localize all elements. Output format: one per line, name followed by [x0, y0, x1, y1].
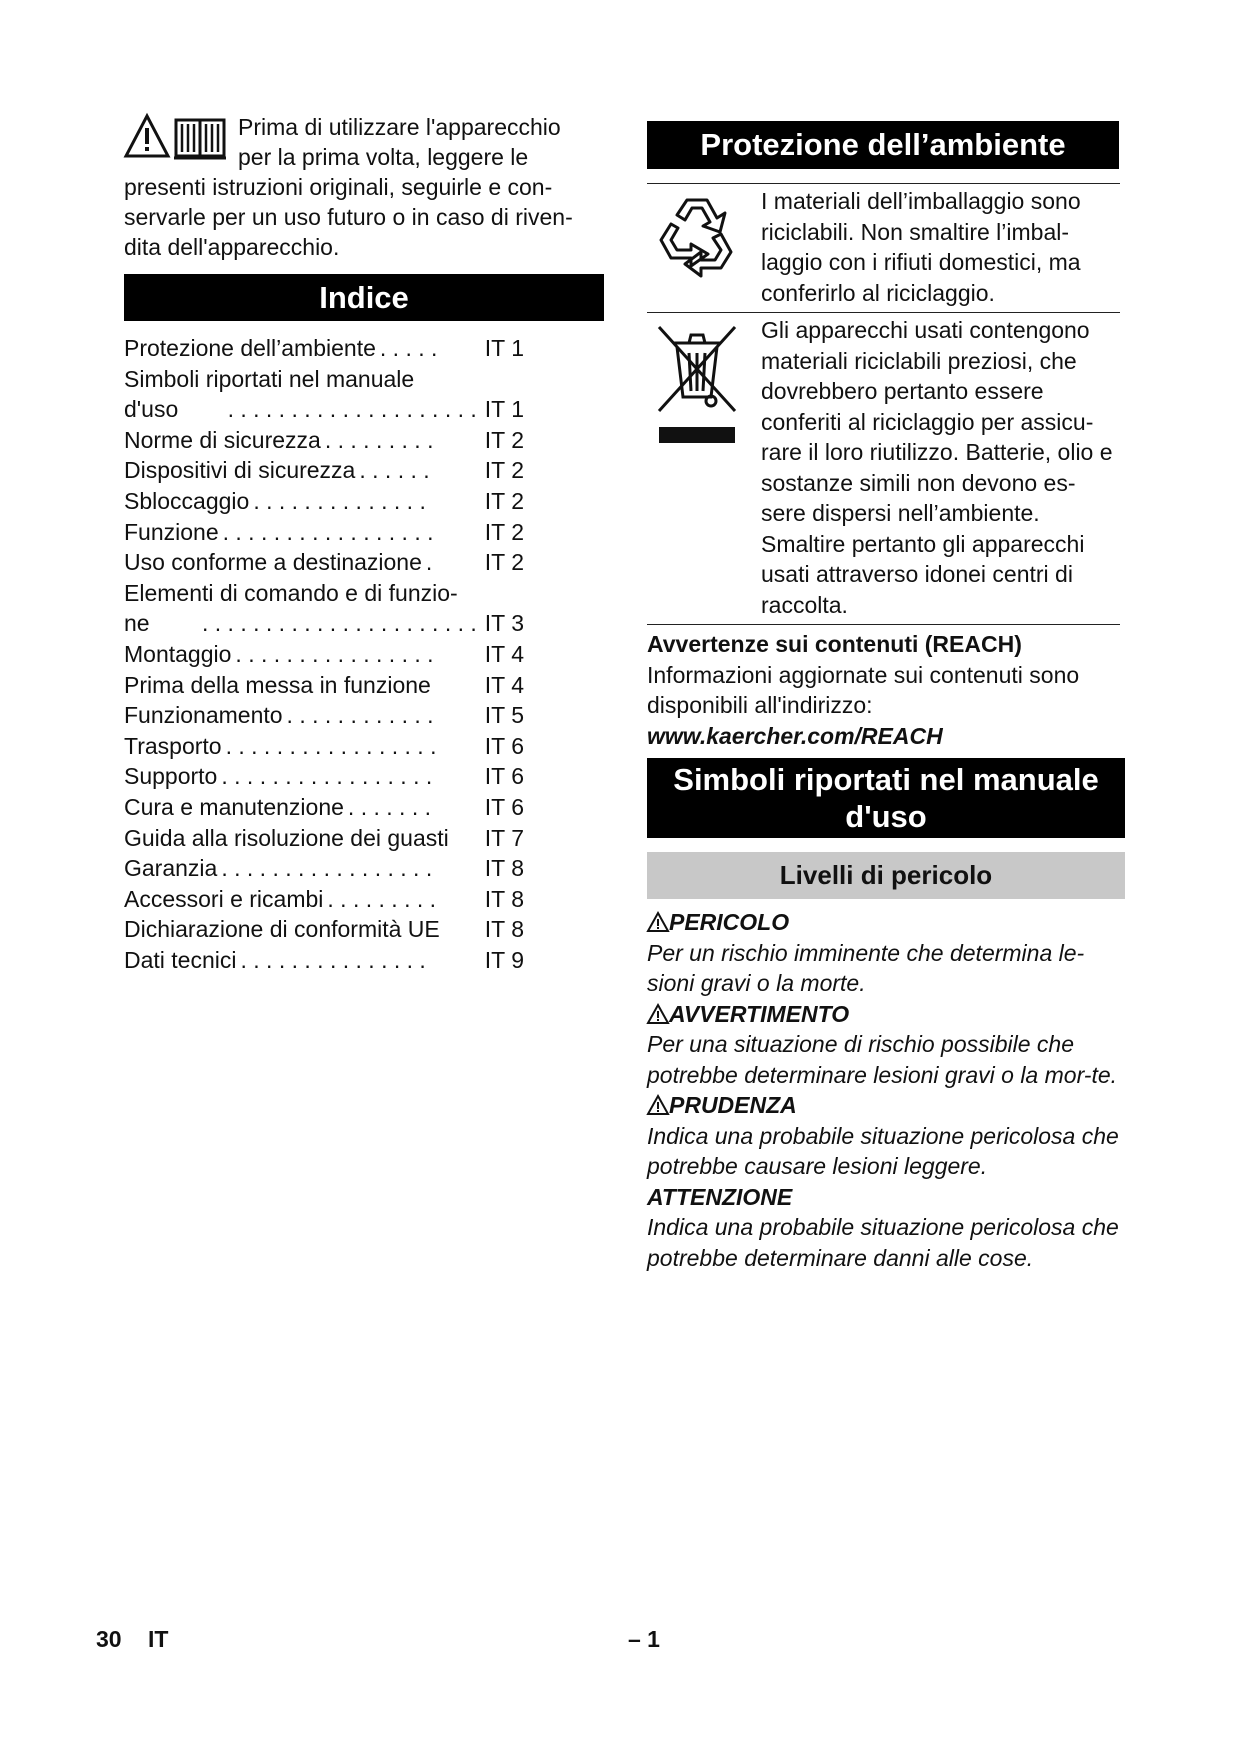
danger-level-label	[647, 1090, 1125, 1121]
reach-section	[647, 629, 1125, 751]
packaging-row	[647, 183, 1120, 308]
toc-entry-dots: . . . . . . . . . . . . . . . . .	[222, 518, 434, 545]
environment-title: Protezione dell’ambiente	[647, 121, 1119, 169]
toc-entry-dots: . . . . . . . . .	[327, 885, 437, 912]
toc-entry-dots: . . . . . .	[359, 457, 430, 484]
divider	[647, 624, 1120, 625]
danger-level-text: Per una situazione di rischio possibile che potrebbe determinare lesioni gravi o la mor-te.	[647, 1031, 1118, 1088]
toc-entry-title: Accessori e ricambi	[124, 885, 324, 912]
toc-entry-title-line1: Simboli riportati nel manuale	[124, 365, 415, 392]
warning-icon	[126, 116, 168, 156]
toc-entry-dots: . . . . . . . . .	[324, 426, 434, 453]
toc-entry-page: IT 8	[484, 855, 524, 882]
danger-level-label	[647, 907, 1125, 938]
toc-entry-dots: . . . . . . . . . . . . . . . .	[235, 640, 434, 667]
toc-entry-page: IT 4	[484, 640, 524, 667]
danger-levels-title: Livelli di pericolo	[647, 852, 1125, 899]
appliances-text: Gli apparecchi usati contengono materiali riciclabili preziosi, che dovrebbero pertanto essere conferiti al riciclaggio per assicu-rare il loro riutilizzo. Batterie, olio e sostanze simili non devono es-sere dispersi nell’ambiente. Smaltire pertanto gli apparecchi usati attraverso idonei centri di raccolta.	[761, 317, 1113, 618]
danger-level-name: ATTENZIONE	[647, 1183, 793, 1210]
toc-entry-title: d'uso	[124, 396, 179, 423]
danger-level-text: Indica una probabile situazione pericolosa che potrebbe causare lesioni leggere.	[647, 1122, 1119, 1179]
toc-entry	[124, 547, 524, 578]
danger-level-label	[647, 999, 1125, 1030]
recycling-icon	[647, 186, 761, 308]
danger-level-text: Indica una probabile situazione pericolosa che potrebbe determinare danni alle cose.	[647, 1214, 1119, 1271]
intro-line-1: Prima di utilizzare l'apparecchio	[238, 114, 561, 140]
appliances-row	[647, 312, 1120, 620]
toc-entry	[124, 823, 524, 854]
danger-level-name: PRUDENZA	[669, 1092, 797, 1118]
manual-book-icon	[174, 120, 226, 158]
toc-entry-dots: . . . . . . .	[347, 793, 431, 820]
toc-entry	[124, 761, 524, 792]
toc-entry-dots: . . . . . . . . . . . . . . . . . . . .	[227, 396, 477, 423]
toc-entry-title: Funzione	[124, 518, 219, 545]
toc-entry-page: IT 2	[484, 426, 524, 453]
toc-entry	[124, 333, 524, 364]
toc-entry-dots: . . . . .	[379, 335, 438, 361]
intro-rest: presenti istruzioni originali, seguirle e con-servarle per un uso futuro o in caso di riven-dita dell'apparecchio.	[124, 174, 573, 260]
toc-entry-dots	[449, 823, 477, 854]
toc-entry-title: Funzionamento	[124, 702, 283, 729]
toc-entry	[124, 425, 524, 456]
toc-entry-dots: . . . . . . . . . . . . . . . . .	[221, 855, 433, 882]
intro-line-2: per la prima volta, leggere le	[238, 144, 529, 170]
toc-entry-page: IT 6	[484, 732, 524, 759]
danger-level-name: PERICOLO	[669, 909, 790, 935]
toc-entry-title: Norme di sicurezza	[124, 426, 321, 453]
intro-icons	[124, 112, 232, 170]
toc-entry-dots: . . . . . . . . . . . . . . . . .	[221, 763, 433, 790]
toc-entry	[124, 792, 524, 823]
toc-entry-title: Montaggio	[124, 640, 232, 667]
toc-entry-dots: . . . . . . . . . . . . . . . . . . . . . .	[202, 610, 477, 637]
toc-entry	[124, 914, 524, 945]
footer-language: IT	[148, 1626, 169, 1652]
toc-entry-page: IT 6	[484, 763, 524, 790]
toc-entry-page: IT 9	[484, 946, 524, 973]
packaging-text: I materiali dell’imballaggio sono riciclabili. Non smaltire l’imbal-laggio con i rifiuti domestici, ma conferirlo al riciclaggio.	[761, 188, 1081, 306]
toc-entry-page: IT 2	[484, 457, 524, 484]
toc-entry	[124, 945, 524, 976]
toc-entry-page: IT 2	[484, 549, 524, 576]
toc-entry-title: Trasporto	[124, 732, 222, 759]
toc-entry-dots	[431, 670, 477, 701]
toc-entry-title: Dispositivi di sicurezza	[124, 457, 356, 484]
toc-entry-title: Dati tecnici	[124, 946, 237, 973]
danger-levels	[647, 907, 1125, 1273]
symbols-title: Simboli riportati nel manuale d'uso	[647, 758, 1125, 838]
toc-entry	[124, 364, 524, 425]
toc-entry	[124, 578, 524, 639]
toc-entry-title: Prima della messa in funzione	[124, 671, 431, 698]
right-column	[647, 121, 1125, 1273]
left-column	[124, 112, 604, 975]
danger-level-text: Per un rischio imminente che determina le-sioni gravi o la morte.	[647, 939, 1085, 996]
toc-entry-page: IT 6	[484, 793, 524, 820]
toc-entry-dots: . . . . . . . . . . . . . . .	[240, 946, 426, 973]
toc-entry-page: IT 8	[484, 916, 524, 943]
table-of-contents	[124, 333, 604, 975]
warning-icon	[647, 1004, 669, 1024]
toc-entry-page: IT 8	[484, 885, 524, 912]
toc-entry	[124, 884, 524, 915]
intro-notice	[124, 112, 604, 262]
toc-entry-dots: . . . . . . . . . . . . . . . . .	[225, 732, 437, 759]
toc-entry-dots: . . . . . . . . . . . . . .	[253, 487, 426, 514]
toc-entry-title: Dichiarazione di conformità UE	[124, 916, 440, 943]
toc-entry	[124, 517, 524, 548]
toc-entry-title: Sbloccaggio	[124, 487, 250, 514]
toc-entry-title: Supporto	[124, 763, 218, 790]
toc-entry-title: Uso conforme a destinazione	[124, 549, 422, 576]
warning-icon	[647, 1095, 669, 1115]
reach-heading: Avvertenze sui contenuti (REACH)	[647, 631, 1022, 657]
danger-level-label	[647, 1182, 1125, 1213]
toc-entry-dots: .	[425, 549, 433, 576]
toc-entry	[124, 455, 524, 486]
toc-entry-page: IT 3	[484, 610, 524, 637]
toc-entry-page: IT 2	[484, 487, 524, 514]
toc-entry	[124, 670, 524, 701]
toc-entry-page: IT 4	[484, 671, 524, 698]
crossed-out-bin-icon	[647, 315, 761, 620]
toc-entry	[124, 731, 524, 762]
footer-section-page: – 1	[628, 1626, 660, 1652]
footer-page-number: 30	[96, 1626, 122, 1652]
danger-level-name: AVVERTIMENTO	[669, 1000, 850, 1027]
reach-link[interactable]: www.kaercher.com/REACH	[647, 722, 943, 749]
toc-entry-dots: . . . . . . . . . . . .	[286, 702, 434, 729]
index-title: Indice	[124, 274, 604, 321]
toc-entry	[124, 639, 524, 670]
toc-entry-page: IT 1	[484, 335, 524, 361]
toc-entry-title: Garanzia	[124, 855, 218, 882]
toc-entry-title: ne	[124, 610, 150, 637]
toc-entry-page: IT 1	[484, 396, 524, 423]
toc-entry-page: IT 5	[484, 702, 524, 729]
toc-entry	[124, 853, 524, 884]
toc-entry	[124, 700, 524, 731]
toc-entry-title-line1: Elementi di comando e di funzio-	[124, 579, 458, 606]
toc-entry	[124, 486, 524, 517]
toc-entry-dots	[440, 914, 477, 945]
toc-entry-title: Cura e manutenzione	[124, 793, 344, 820]
toc-entry-title: Protezione dell’ambiente	[124, 335, 376, 361]
reach-text: Informazioni aggiornate sui contenuti sono disponibili all'indirizzo:	[647, 661, 1080, 718]
toc-entry-title: Guida alla risoluzione dei guasti	[124, 824, 449, 851]
toc-entry-page: IT 7	[484, 824, 524, 851]
warning-icon	[647, 912, 669, 932]
toc-entry-page: IT 2	[484, 518, 524, 545]
